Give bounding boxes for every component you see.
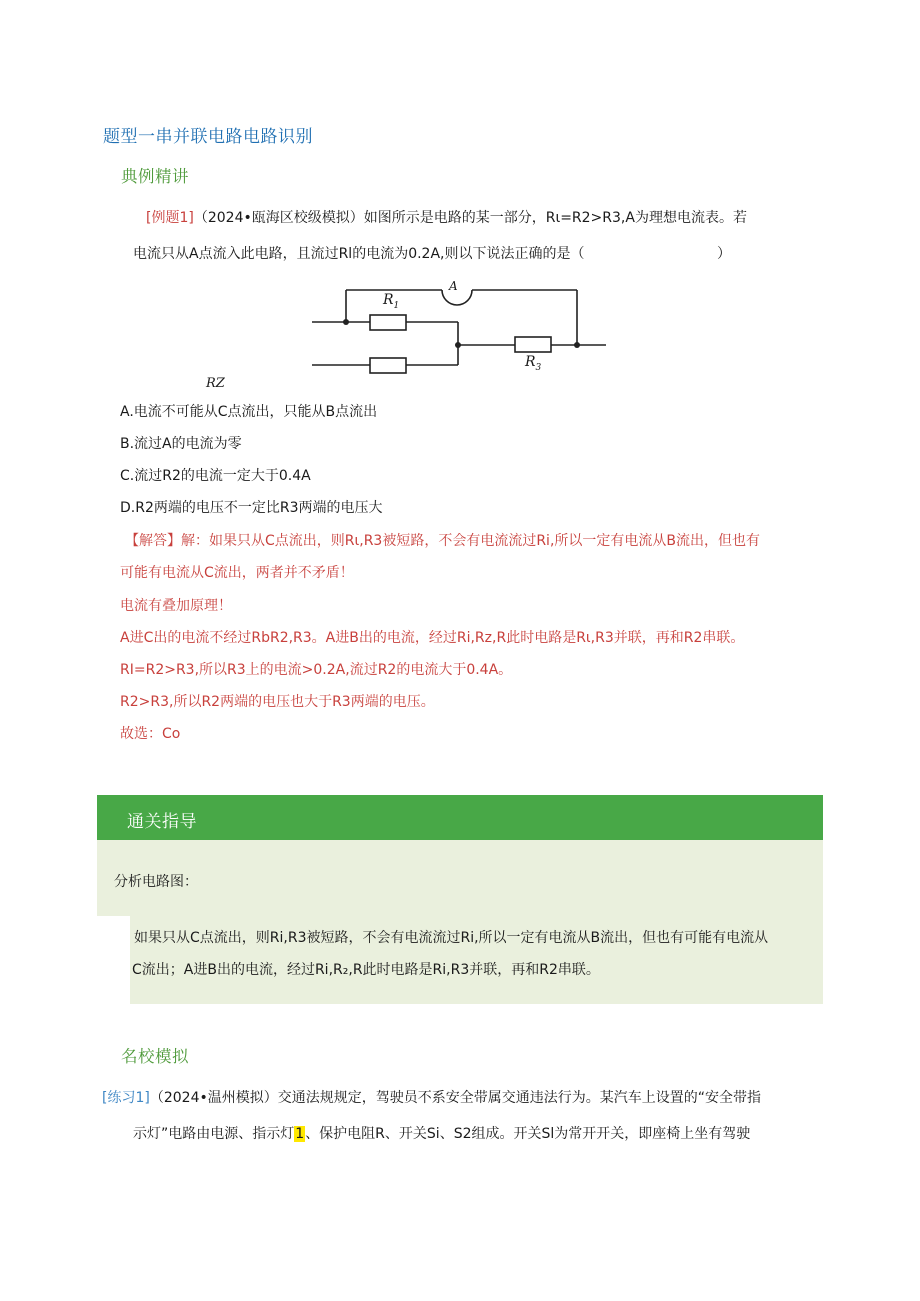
- junction-dot: [574, 342, 580, 348]
- example-heading: 典例精讲: [121, 167, 189, 186]
- option-d: D.R2两端的电压不一定比R3两端的电压大: [120, 500, 383, 516]
- circuit-diagram: [310, 284, 610, 380]
- exercise-tag: [练习1]: [102, 1090, 150, 1106]
- resistor-r1: [370, 315, 406, 330]
- option-a: A.电流不可能从C点流出，只能从B点流出: [120, 404, 378, 420]
- guide-line-2: C流出；A进B出的电流，经过Ri,R₂,R此时电路是Ri,R3并联，再和R2串联。: [132, 962, 600, 978]
- guide-header: [97, 795, 823, 840]
- example-text-2: 电流只从A点流入此电路，且流过Rl的电流为0.2A,则以下说法正确的是（: [133, 246, 585, 262]
- resistor-r2: [370, 358, 406, 373]
- answer-line-5: RI=R2>R3,所以R3上的电流>0.2A,流过R2的电流大于0.4A。: [120, 662, 513, 678]
- exercise-line-1: [练习1]（2024•温州模拟）交通法规规定，驾驶员不系安全带属交通违法行为。某汽车上设置的“安全带指: [102, 1090, 761, 1106]
- example-line-1: [146, 208, 747, 228]
- resistor-r3: [515, 337, 551, 352]
- guide-intro-box: [97, 840, 823, 916]
- answer-line-6: R2>R3,所以R2两端的电压也大于R3两端的电压。: [120, 694, 435, 710]
- guide-line-1: 如果只从C点流出，则Ri,R3被短路，不会有电流流过Ri,所以一定有电流从B流出，但也有可能有电流从: [134, 930, 769, 946]
- example-text-1: （2024•瓯海区校级模拟）如图所示是电路的某一部分，Rι=R2>R3,A为理想电流表。若: [193, 210, 747, 226]
- answer-line-1: 【解答】解：如果只从C点流出，则Rι,R3被短路，不会有电流流过Ri,所以一定有电流从B流出，但也有: [125, 533, 760, 549]
- option-c: C.流过R2的电流一定大于0.4A: [120, 468, 311, 484]
- example-tag: [例题1]: [146, 210, 194, 226]
- junction-dot: [343, 319, 349, 325]
- answer-line-4: A进C出的电流不经过RbR2,R3。A进B出的电流，经过Ri,Rz,R此时电路是Rι,R3并联，再和R2串联。: [120, 630, 745, 646]
- answer-tag: 【解答】: [125, 533, 181, 549]
- option-b: B.流过A的电流为零: [120, 436, 242, 452]
- answer-line-3: 电流有叠加原理！: [120, 598, 232, 614]
- ammeter-label: A: [449, 279, 458, 293]
- exercise-line-2: 示灯”电路由电源、指示灯1、保护电阻R、开关Si、S2组成。开关Sl为常开开关，即座椅上坐有驾驶: [133, 1126, 751, 1142]
- answer-line-7: 故选：Co: [120, 726, 181, 742]
- school-heading: 名校模拟: [121, 1047, 189, 1066]
- highlight-mark: 1: [295, 1126, 305, 1142]
- junction-dot: [455, 342, 461, 348]
- section-title: 题型一串并联电路电路识别: [103, 127, 313, 147]
- answer-line-2: 可能有电流从C流出，两者并不矛盾！: [120, 565, 354, 581]
- guide-title: 通关指导: [127, 812, 197, 832]
- example-bracket-end: ）: [717, 246, 731, 262]
- guide-intro: 分析电路图：: [114, 874, 198, 890]
- example-line-2: [133, 244, 585, 264]
- rz-label: RZ: [206, 376, 225, 391]
- r3-label: $R_3$: [525, 354, 542, 373]
- r1-label: $R_1$: [383, 292, 400, 311]
